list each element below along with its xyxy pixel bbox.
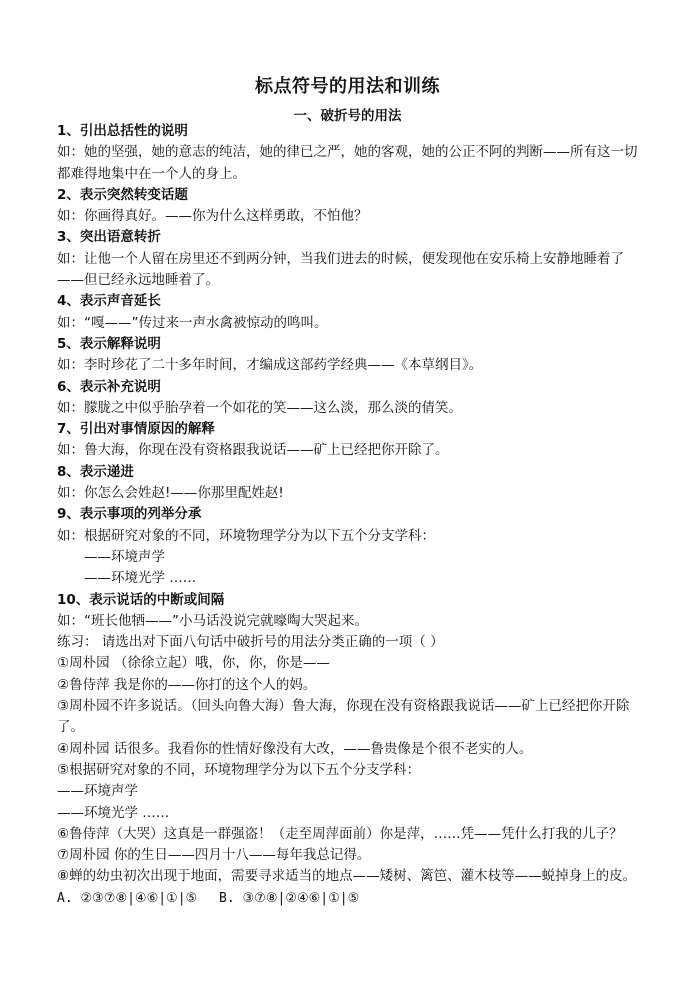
exercise-sentence-3: ③周朴园不许多说话。（回头向鲁大海）鲁大海，你现在没有资格跟我说话——矿上已经把你开除了。 [57,698,630,736]
usage-heading-8: 8、表示递进 [57,463,134,480]
usage-heading-3: 3、突出语意转折 [57,229,161,246]
example-5: 如：李时珍花了二十多年时间，才编成这部药学经典——《本草纲目》。 [57,357,483,374]
example-6: 如：朦胧之中似乎胎孕着一个如花的笑——这么淡，那么淡的倩笑。 [57,399,462,416]
usage-heading-2: 2、表示突然转变话题 [57,186,188,203]
example-9-item-2: ——环境光学 …… [84,570,197,587]
choice-a[interactable]: A. ②③⑦⑧|④⑥|①|⑤ [57,890,198,906]
example-9-item-1: ——环境声学 [84,548,165,565]
example-2: 如：你画得真好。——你为什么这样勇敢，不怕他？ [57,208,368,225]
exercise-sentence-6: ⑥鲁侍萍（大哭）这真是一群强盗！（走至周萍面前）你是萍，……凭——凭什么打我的儿子？ [57,825,623,842]
example-10: 如：“班长他牺——”小马话没说完就嚎啕大哭起来。 [57,612,368,629]
example-1: 如：她的坚强，她的意志的纯洁，她的律已之严，她的客观，她的公正不阿的判断——所有这一切都难得地集中在一个人的身上。 [57,144,638,182]
exercise-sentence-5: ⑤根据研究对象的不同，环境物理学分为以下五个分支学科： [57,761,421,778]
answer-choices [57,888,642,909]
exercise-sentence-5-item-1: ——环境声学 [57,783,138,800]
exercise-sentence-1: ①周朴园 （徐徐立起）哦，你，你，你是—— [57,655,330,672]
example-9: 如：根据研究对象的不同，环境物理学分为以下五个分支学科： [57,527,435,544]
choice-b[interactable]: B. ③⑦⑧|②④⑥|①|⑤ [219,890,360,906]
usage-heading-6: 6、表示补充说明 [57,378,161,395]
usage-heading-4: 4、表示声音延长 [57,293,161,310]
exercise-sentence-7: ⑦周朴园 你的生日——四月十八——每年我总记得。 [57,847,371,864]
document-body [57,121,642,909]
example-7: 如：鲁大海，你现在没有资格跟我说话——矿上已经把你开除了。 [57,442,449,459]
exercise-sentence-5-item-2: ——环境光学 …… [57,804,170,821]
exercise-prompt: 练习： 请选出对下面八句话中破折号的用法分类正确的一项（ ） [57,634,444,651]
example-8: 如：你怎么会姓赵!——你那里配姓赵! [57,485,284,502]
example-4: 如：“嘎——”传过来一声水禽被惊动的鸣叫。 [57,314,328,331]
usage-heading-5: 5、表示解释说明 [57,335,161,352]
section-heading: 一、破折号的用法 [293,108,402,124]
exercise-sentence-8: ⑧蝉的幼虫初次出现于地面，需要寻求适当的地点——矮树、篱笆、灌木枝等——蜕掉身上的皮。 [57,868,637,885]
usage-heading-9: 9、表示事项的列举分承 [57,506,202,523]
usage-heading-1: 1、引出总括性的说明 [57,123,188,139]
document-title: 标点符号的用法和训练 [255,76,440,97]
exercise-sentence-2: ②鲁侍萍 我是你的——你打的这个人的妈。 [57,676,317,693]
usage-heading-10: 10、表示说话的中断或间隔 [57,591,225,608]
exercise-sentence-4: ④周朴园 话很多。我看你的性情好像没有大改，——鲁贵像是个很不老实的人。 [57,740,533,757]
usage-heading-7: 7、引出对事情原因的解释 [57,421,215,438]
example-3: 如：让他一个人留在房里还不到两分钟，当我们进去的时候，便发现他在安乐椅上安静地睡着了——但已经永远地睡着了。 [57,250,624,289]
